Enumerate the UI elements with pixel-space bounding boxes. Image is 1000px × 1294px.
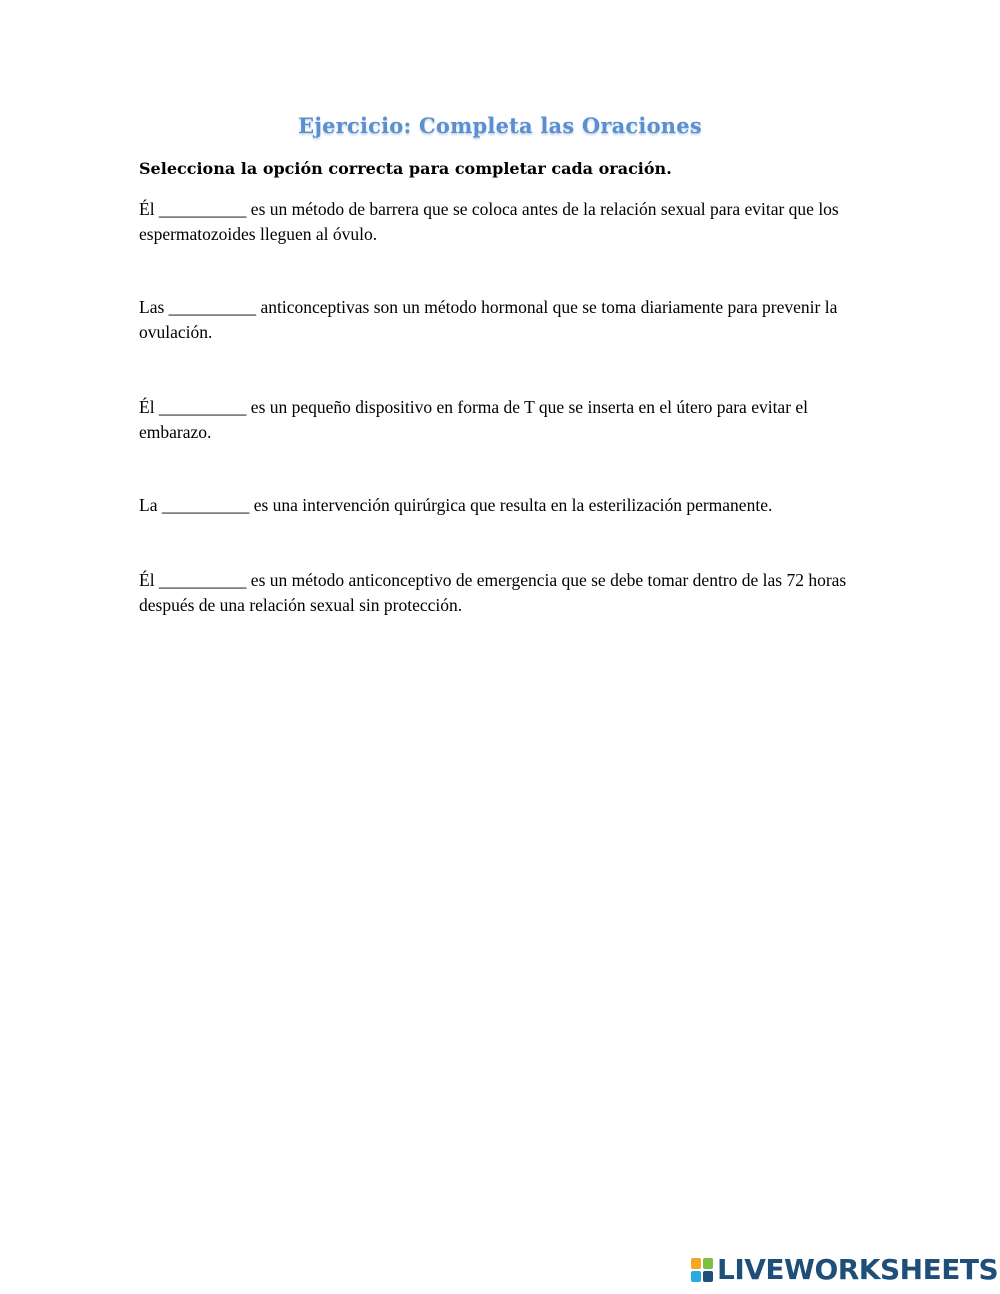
question-5: Él __________ es un método anticonceptivo de emergencia que se debe tomar dentro de las 72 horas después de una relación sexual sin protección.	[139, 570, 847, 615]
question-4: La __________ es una intervención quirúrgica que resulta en la esterilización permanente.	[139, 495, 773, 515]
logo-wordmark: LIVEWORKSHEETS	[717, 1253, 999, 1286]
question-1: Él __________ es un método de barrera que se coloca antes de la relación sexual para evitar que los espermatozoides lleguen al óvulo.	[139, 199, 839, 244]
logo-square-green	[703, 1258, 713, 1269]
logo-square-navy	[703, 1271, 713, 1282]
instruction-text: Selecciona la opción correcta para completar cada oración.	[139, 159, 672, 178]
question-2: Las __________ anticonceptivas son un método hormonal que se toma diariamente para prevenir la ovulación.	[139, 297, 838, 342]
liveworksheets-logo[interactable]	[691, 1255, 998, 1285]
logo-square-orange	[691, 1258, 701, 1269]
worksheet-title: Ejercicio: Completa las Oraciones	[298, 113, 702, 138]
liveworksheets-logo-icon	[691, 1258, 713, 1282]
logo-square-blue	[691, 1271, 701, 1282]
question-3: Él __________ es un pequeño dispositivo en forma de T que se inserta en el útero para evitar el embarazo.	[139, 397, 809, 442]
